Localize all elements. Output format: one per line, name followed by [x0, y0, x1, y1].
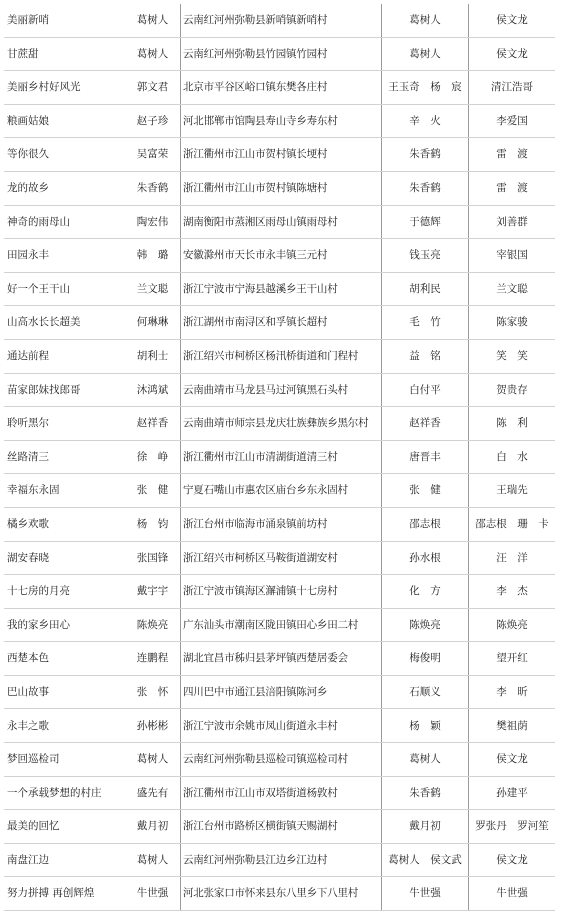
village-address-cell: 浙江绍兴市柯桥区马鞍街道湖安村 — [181, 541, 382, 575]
song-title-cell: 湖安春晓 — [4, 541, 125, 575]
village-address-cell: 浙江宁波市余姚市凤山街道永丰村 — [181, 709, 382, 743]
table-row — [4, 776, 555, 810]
lyricist-cell: 葛树人 侯文武 — [382, 843, 469, 877]
table-row — [4, 205, 555, 239]
entrant-cell: 郭文君 — [125, 71, 181, 105]
entrant-cell: 张 健 — [125, 474, 181, 508]
table-row — [4, 104, 555, 138]
table-row — [4, 138, 555, 172]
table-row — [4, 877, 555, 911]
village-address-cell: 河北张家口市怀来县东八里乡下八里村 — [181, 877, 382, 911]
composer-cell: 汪 洋 — [469, 541, 556, 575]
table-row — [4, 239, 555, 273]
song-title-cell: 梦回巡检司 — [4, 743, 125, 777]
song-title-cell: 神奇的雨母山 — [4, 205, 125, 239]
song-title-cell: 十七房的月亮 — [4, 575, 125, 609]
lyricist-cell: 陈焕亮 — [382, 608, 469, 642]
village-address-cell: 浙江宁波市宁海县越溪乡王干山村 — [181, 272, 382, 306]
lyricist-cell: 戴月初 — [382, 810, 469, 844]
table-row — [4, 440, 555, 474]
composer-cell: 笑 笑 — [469, 339, 556, 373]
song-title-cell: 田园永丰 — [4, 239, 125, 273]
song-title-cell: 努力拼搏 再创辉煌 — [4, 877, 125, 911]
table-row — [4, 37, 555, 71]
entrant-cell: 葛树人 — [125, 37, 181, 71]
song-title-cell: 丝路清三 — [4, 440, 125, 474]
composer-cell: 侯文龙 — [469, 4, 556, 37]
entrant-cell: 沐鸿斌 — [125, 373, 181, 407]
composer-cell: 宰银国 — [469, 239, 556, 273]
lyricist-cell: 葛树人 — [382, 743, 469, 777]
song-title-cell: 龙的故乡 — [4, 171, 125, 205]
village-address-cell: 河北邯郸市馆陶县寿山寺乡寿东村 — [181, 104, 382, 138]
lyricist-cell: 辛 火 — [382, 104, 469, 138]
lyricist-cell: 胡利民 — [382, 272, 469, 306]
composer-cell: 陈 利 — [469, 407, 556, 441]
village-address-cell: 云南红河州弥勒县竹园镇竹园村 — [181, 37, 382, 71]
song-title-cell: 粮画姑娘 — [4, 104, 125, 138]
table-row — [4, 541, 555, 575]
entrant-cell: 韩 璐 — [125, 239, 181, 273]
village-address-cell: 浙江宁波市镇海区澥浦镇十七房村 — [181, 575, 382, 609]
lyricist-cell: 邵志根 — [382, 507, 469, 541]
song-title-cell: 一个承载梦想的村庄 — [4, 776, 125, 810]
village-address-cell: 安徽滁州市天长市永丰镇三元村 — [181, 239, 382, 273]
song-title-cell: 西楚本色 — [4, 642, 125, 676]
entrant-cell: 陶宏伟 — [125, 205, 181, 239]
composer-cell: 白 水 — [469, 440, 556, 474]
village-address-cell: 浙江台州市路桥区横街镇天赐湖村 — [181, 810, 382, 844]
village-address-cell: 湖南衡阳市蒸湘区雨母山镇雨母村 — [181, 205, 382, 239]
lyricist-cell: 白付平 — [382, 373, 469, 407]
village-address-cell: 浙江绍兴市柯桥区杨汛桥街道和门程村 — [181, 339, 382, 373]
lyricist-cell: 梅俊明 — [382, 642, 469, 676]
song-title-cell: 美丽乡村好风光 — [4, 71, 125, 105]
song-title-cell: 巴山故事 — [4, 675, 125, 709]
song-title-cell: 通达前程 — [4, 339, 125, 373]
lyricist-cell: 于德辉 — [382, 205, 469, 239]
entrant-cell: 赵子珍 — [125, 104, 181, 138]
lyricist-cell: 朱香鹤 — [382, 776, 469, 810]
song-table — [4, 4, 555, 911]
entrant-cell: 孙彬彬 — [125, 709, 181, 743]
composer-cell: 侯文龙 — [469, 743, 556, 777]
village-address-cell: 浙江湖州市南浔区和孚镇长超村 — [181, 306, 382, 340]
entrant-cell: 陈焕亮 — [125, 608, 181, 642]
song-title-cell: 幸福东永固 — [4, 474, 125, 508]
table-row — [4, 407, 555, 441]
song-title-cell: 好一个王干山 — [4, 272, 125, 306]
composer-cell: 樊祖荫 — [469, 709, 556, 743]
composer-cell: 侯文龙 — [469, 37, 556, 71]
village-address-cell: 云南红河州弥勒县江边乡江边村 — [181, 843, 382, 877]
village-address-cell: 宁夏石嘴山市惠农区庙台乡东永固村 — [181, 474, 382, 508]
composer-cell: 兰文聪 — [469, 272, 556, 306]
song-title-cell: 南盘江边 — [4, 843, 125, 877]
village-address-cell: 云南曲靖市师宗县龙庆壮族彝族乡黑尔村 — [181, 407, 382, 441]
composer-cell: 望开红 — [469, 642, 556, 676]
entrant-cell: 盛先有 — [125, 776, 181, 810]
village-address-cell: 浙江衢州市江山市贺村镇陈塘村 — [181, 171, 382, 205]
composer-cell: 雷 渡 — [469, 138, 556, 172]
song-title-cell: 聆听黑尔 — [4, 407, 125, 441]
village-address-cell: 浙江台州市临海市涌泉镇前坊村 — [181, 507, 382, 541]
entrant-cell: 连鹏程 — [125, 642, 181, 676]
table-row — [4, 71, 555, 105]
song-title-cell: 橘乡欢歌 — [4, 507, 125, 541]
entrant-cell: 张国锋 — [125, 541, 181, 575]
lyricist-cell: 唐晋丰 — [382, 440, 469, 474]
table-row — [4, 339, 555, 373]
lyricist-cell: 石顺义 — [382, 675, 469, 709]
lyricist-cell: 朱香鹤 — [382, 171, 469, 205]
lyricist-cell: 益 铭 — [382, 339, 469, 373]
table-row — [4, 642, 555, 676]
lyricist-cell: 孙水根 — [382, 541, 469, 575]
entrant-cell: 戴月初 — [125, 810, 181, 844]
composer-cell: 刘善群 — [469, 205, 556, 239]
table-row — [4, 743, 555, 777]
table-row — [4, 709, 555, 743]
composer-cell: 罗张丹 罗河笙 — [469, 810, 556, 844]
composer-cell: 陈家骏 — [469, 306, 556, 340]
village-address-cell: 北京市平谷区峪口镇东樊各庄村 — [181, 71, 382, 105]
village-address-cell: 浙江衢州市江山市清湖街道清三村 — [181, 440, 382, 474]
entrant-cell: 葛树人 — [125, 843, 181, 877]
song-title-cell: 永丰之歌 — [4, 709, 125, 743]
song-table-body — [4, 4, 555, 911]
composer-cell: 孙建平 — [469, 776, 556, 810]
song-title-cell: 最美的回忆 — [4, 810, 125, 844]
table-row — [4, 575, 555, 609]
village-address-cell: 广东汕头市潮南区陇田镇田心乡田二村 — [181, 608, 382, 642]
village-address-cell: 浙江衢州市江山市双塔街道杨敦村 — [181, 776, 382, 810]
lyricist-cell: 张 健 — [382, 474, 469, 508]
entrant-cell: 何琳琳 — [125, 306, 181, 340]
entrant-cell: 牛世强 — [125, 877, 181, 911]
entrant-cell: 张 怀 — [125, 675, 181, 709]
lyricist-cell: 赵祥香 — [382, 407, 469, 441]
lyricist-cell: 毛 竹 — [382, 306, 469, 340]
table-row — [4, 306, 555, 340]
village-address-cell: 云南曲靖市马龙县马过河镇黑石头村 — [181, 373, 382, 407]
table-row — [4, 843, 555, 877]
table-row — [4, 373, 555, 407]
lyricist-cell: 王玉奇 杨 宸 — [382, 71, 469, 105]
village-address-cell: 四川巴中市通江县涪阳镇陈河乡 — [181, 675, 382, 709]
lyricist-cell: 牛世强 — [382, 877, 469, 911]
composer-cell: 陈焕亮 — [469, 608, 556, 642]
table-row — [4, 4, 555, 37]
table-row — [4, 608, 555, 642]
village-address-cell: 云南红河州弥勒县新哨镇新哨村 — [181, 4, 382, 37]
table-row — [4, 675, 555, 709]
entrant-cell: 兰文聪 — [125, 272, 181, 306]
song-title-cell: 美丽新哨 — [4, 4, 125, 37]
entrant-cell: 戴宇宇 — [125, 575, 181, 609]
lyricist-cell: 杨 颖 — [382, 709, 469, 743]
lyricist-cell: 朱香鹤 — [382, 138, 469, 172]
entrant-cell: 赵祥香 — [125, 407, 181, 441]
lyricist-cell: 葛树人 — [382, 4, 469, 37]
entrant-cell: 葛树人 — [125, 743, 181, 777]
lyricist-cell: 钱玉亮 — [382, 239, 469, 273]
entrant-cell: 杨 钧 — [125, 507, 181, 541]
lyricist-cell: 化 方 — [382, 575, 469, 609]
composer-cell: 李 昕 — [469, 675, 556, 709]
composer-cell: 王瑞先 — [469, 474, 556, 508]
entrant-cell: 朱香鹤 — [125, 171, 181, 205]
table-row — [4, 272, 555, 306]
table-row — [4, 810, 555, 844]
song-title-cell: 我的家乡田心 — [4, 608, 125, 642]
entrant-cell: 吴富荣 — [125, 138, 181, 172]
composer-cell: 李爱国 — [469, 104, 556, 138]
composer-cell: 邵志根 珊 卡 — [469, 507, 556, 541]
table-row — [4, 171, 555, 205]
composer-cell: 侯文龙 — [469, 843, 556, 877]
composer-cell: 清江浩哥 — [469, 71, 556, 105]
village-address-cell: 浙江衢州市江山市贺村镇长埂村 — [181, 138, 382, 172]
entrant-cell: 葛树人 — [125, 4, 181, 37]
song-title-cell: 甘蔗甜 — [4, 37, 125, 71]
table-row — [4, 507, 555, 541]
composer-cell: 李 杰 — [469, 575, 556, 609]
entrant-cell: 胡利士 — [125, 339, 181, 373]
entrant-cell: 徐 峥 — [125, 440, 181, 474]
composer-cell: 牛世强 — [469, 877, 556, 911]
composer-cell: 雷 渡 — [469, 171, 556, 205]
village-address-cell: 湖北宜昌市秭归县茅坪镇西楚居委会 — [181, 642, 382, 676]
composer-cell: 贺贵存 — [469, 373, 556, 407]
song-title-cell: 等你很久 — [4, 138, 125, 172]
song-title-cell: 苗家郎妹找郎哥 — [4, 373, 125, 407]
table-row — [4, 474, 555, 508]
village-address-cell: 云南红河州弥勒县巡检司镇巡检司村 — [181, 743, 382, 777]
song-title-cell: 山高水长长超美 — [4, 306, 125, 340]
lyricist-cell: 葛树人 — [382, 37, 469, 71]
